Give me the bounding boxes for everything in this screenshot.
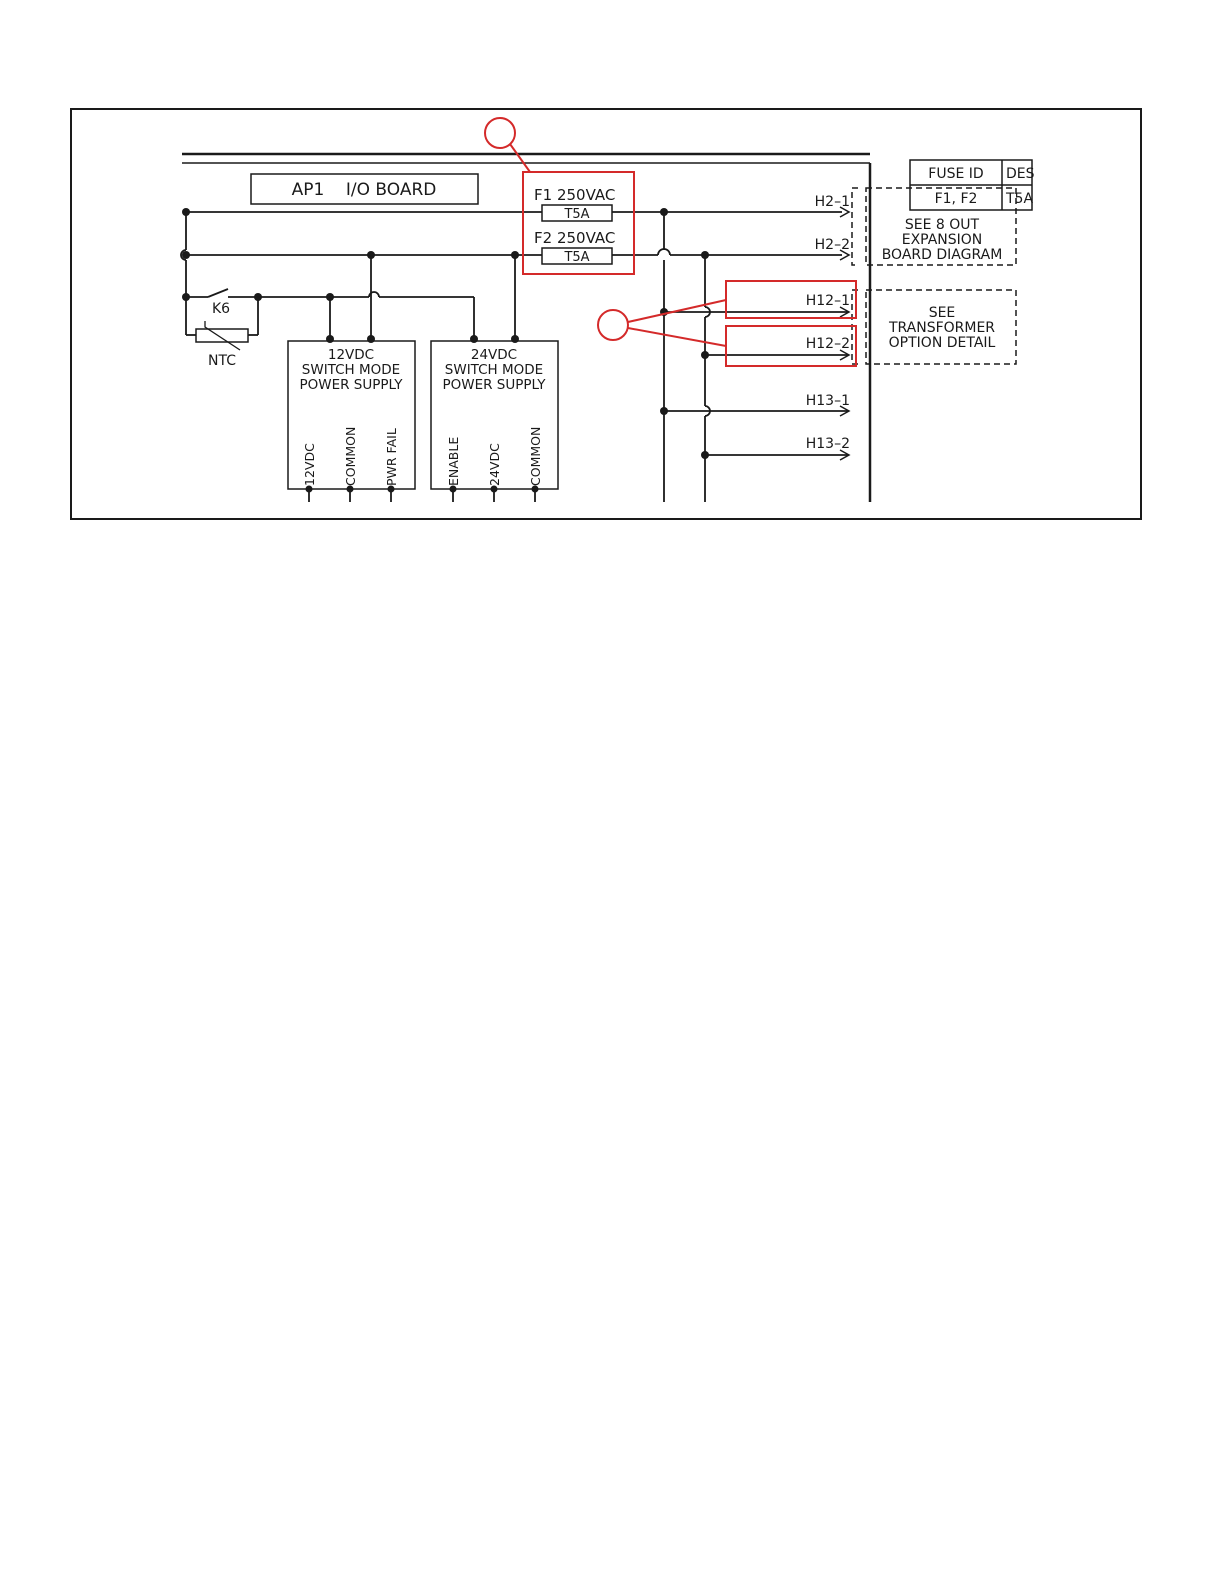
h12-callout-circle: [598, 310, 628, 340]
transformer-note-2: TRANSFORMER: [888, 320, 996, 336]
fuse-f1-label: F1 250VAC: [534, 186, 616, 204]
fuse-table-header-id: FUSE ID: [928, 166, 984, 182]
psu-12vdc-pin-common: COMMON: [343, 426, 358, 486]
psu-12vdc-pin-12vdc: 12VDC: [302, 443, 317, 486]
psu-24vdc-pin-24vdc: 24VDC: [487, 443, 502, 486]
psu-24vdc-title-3: POWER SUPPLY: [442, 377, 546, 393]
ntc-label: NTC: [208, 353, 236, 369]
fuse-f1-rating: T5A: [564, 207, 590, 222]
transformer-note-1: SEE: [928, 305, 956, 321]
psu-24vdc-pin-enable: ENABLE: [446, 436, 461, 486]
output-h2-1: H2–1: [814, 194, 850, 210]
psu-24vdc-title-2: SWITCH MODE: [444, 362, 544, 378]
fuse-table-row-des: T5A: [1006, 191, 1034, 207]
fuse-callout-circle: [485, 118, 515, 148]
expansion-note-1: SEE 8 OUT: [904, 217, 980, 233]
fuse-f2-label: F2 250VAC: [534, 229, 616, 247]
output-h12-2: H12–2: [805, 336, 850, 352]
output-h2-2: H2–2: [814, 237, 850, 253]
psu-12vdc-title-3: POWER SUPPLY: [299, 377, 403, 393]
psu-24vdc-title-1: 24VDC: [470, 347, 518, 363]
fuse-table-row-id: F1, F2: [934, 191, 978, 207]
expansion-note-2: EXPANSION: [901, 232, 983, 248]
board-title: AP1 I/O BOARD: [291, 180, 437, 200]
psu-12vdc-title-2: SWITCH MODE: [301, 362, 401, 378]
expansion-note-3: BOARD DIAGRAM: [881, 247, 1003, 263]
relay-label: K6: [211, 301, 231, 317]
board-outline: [182, 154, 870, 502]
fuse-f2-rating: T5A: [564, 250, 590, 265]
transformer-note-3: OPTION DETAIL: [888, 335, 996, 351]
output-h12-1: H12–1: [805, 293, 850, 309]
diagram-frame: [70, 108, 1142, 520]
psu-12vdc-title-1: 12VDC: [327, 347, 375, 363]
psu-12vdc-pin-pwr-fail: PWR FAIL: [384, 428, 399, 486]
fuse-table-header-des: DES: [1006, 166, 1035, 182]
output-h13-1: H13–1: [805, 393, 850, 409]
wiring-schematic: [72, 110, 1140, 518]
psu-24vdc-pin-common: COMMON: [528, 426, 543, 486]
output-h13-2: H13–2: [805, 436, 850, 452]
ntc-thermistor: [196, 329, 248, 342]
